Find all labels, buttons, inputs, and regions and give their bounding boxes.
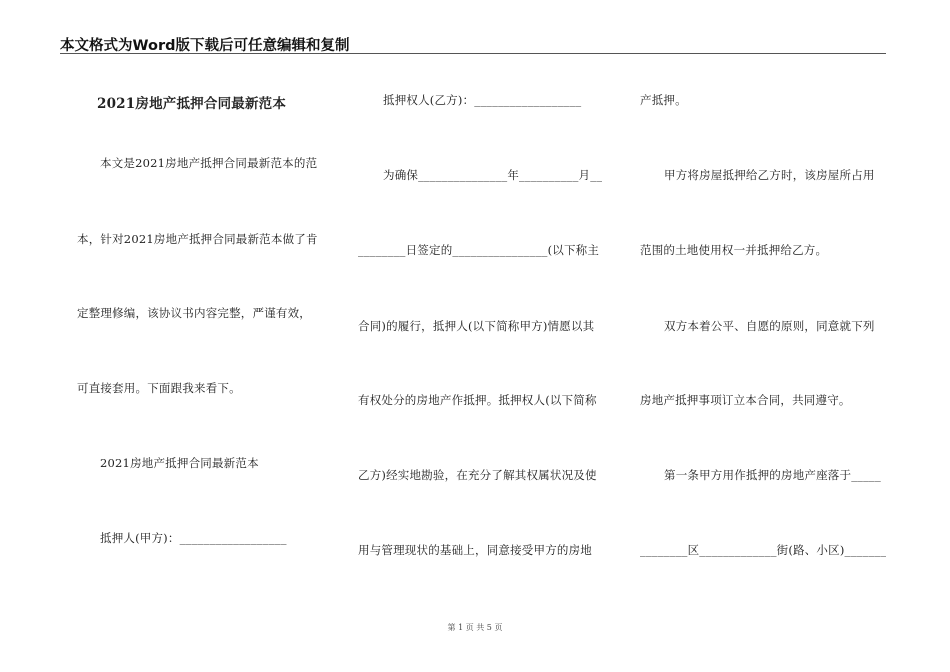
paragraph-line: 双方本着公平、自愿的原则，同意就下列	[664, 319, 875, 333]
paragraph-line: 本文是2021房地产抵押合同最新范本的范	[100, 156, 318, 170]
paragraph-line: 乙方)经实地勘验，在充分了解其权属状况及使	[358, 468, 597, 482]
paragraph-line: 合同)的履行，抵押人(以下简称甲方)情愿以其	[358, 319, 595, 333]
section-heading: 2021房地产抵押合同最新范本	[100, 456, 259, 470]
paragraph-line: 为确保_______________年__________月__	[383, 168, 603, 182]
paragraph-line: 定整理修编，该协议书内容完整，严谨有效，	[77, 306, 311, 320]
header-notice: 本文格式为Word版下载后可任意编辑和复制	[60, 38, 350, 54]
paragraph-line: 用与管理现状的基础上，同意接受甲方的房地	[358, 543, 592, 557]
paragraph-line: 有权处分的房地产作抵押。抵押权人(以下简称	[358, 393, 597, 407]
page-number: 第 1 页 共 5 页	[447, 623, 503, 632]
paragraph-line: 房地产抵押事项订立本合同，共同遵守。	[640, 393, 851, 407]
paragraph-line: ________日签定的________________(以下称主	[358, 243, 600, 257]
paragraph-line: 产抵押。	[640, 93, 687, 107]
mortgagor-field: 抵押人(甲方)：__________________	[100, 531, 287, 545]
mortgagee-field: 抵押权人(乙方)：__________________	[383, 93, 582, 107]
paragraph-line: 范围的土地使用权一并抵押给乙方。	[640, 243, 828, 257]
header-rule	[60, 53, 886, 54]
document-title: 2021房地产抵押合同最新范本	[97, 96, 287, 112]
paragraph-line: 可直接套用。下面跟我来看下。	[77, 381, 241, 395]
paragraph-line: 本，针对2021房地产抵押合同最新范本做了肯	[77, 232, 318, 246]
clause-line: ________区_____________街(路、小区)_______	[640, 543, 887, 557]
clause-line: 第一条甲方用作抵押的房地产座落于_____	[664, 468, 881, 482]
paragraph-line: 甲方将房屋抵押给乙方时，该房屋所占用	[664, 168, 875, 182]
